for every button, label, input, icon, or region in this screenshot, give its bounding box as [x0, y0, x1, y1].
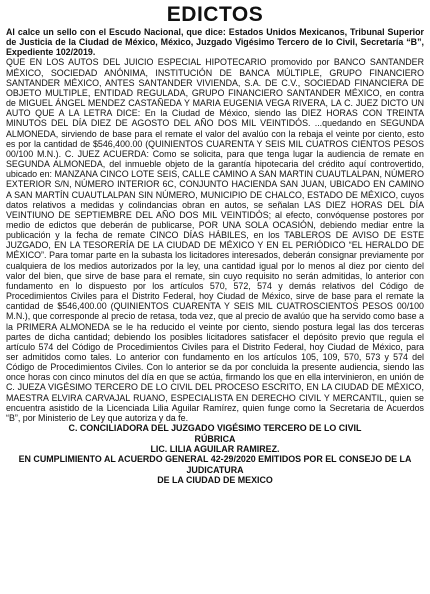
- signature-rubrica: RÚBRICA: [194, 433, 236, 444]
- signature-agreement: EN CUMPLIMIENTO AL ACUERDO GENERAL 42-29/2020 EMITIDOS POR EL CONSEJO DE LA JUDICATURA: [18, 454, 412, 475]
- edicto-page: [0, 3, 430, 594]
- edicto-body: QUE EN LOS AUTOS DEL JUICIO ESPECIAL HIPOTECARIO promovido por BANCO SANTANDER MÉXICO, SOCIEDAD ANÓNIMA, INSTITUCIÓN DE BANCA MÚLTIPLE, GRUPO FINANCIERO SANTANDER MÉXICO, ANTES SANTANDER VIVIENDA, S.A. DE C.V., SOCIEDAD FINANCIERA DE OBJETO MULTIPLE, ENTIDAD REGULADA, GRUPO FINANCIERO SANTANDER MÉXICO, en contra de MIGUEL ÁNGEL MENDEZ CASTAÑEDA Y MARIA EUGENIA VEGA RIVERA, LA C. JUEZ DICTO UN AUTO QUE A LA LETRA DICE: En la Ciudad de México, siendo las DIEZ HORAS CON TREINTA MINUTOS DEL DÍA DIEZ DE AGOSTO DEL AÑO DOS MIL VEINTIDÓS. ...quedando en SEGUNDA ALMONEDA, sirviendo de base para el remate el valor del avalúo con la rebaja el veinte por ciento, esto es por la cantidad de $546,400.00 (QUINIENTOS CUARENTA Y SEIS MIL CUATROS CIENTOS PESOS 00/100 M.N.). C. JUEZ ACUERDA: Como se solicita, para que tenga lugar la audiencia de remate en SEGUNDA ALMONEDA, del inmueble objeto de la garantía hipotecaria del crédito aquí controvertido, ubicado en: MANZANA CINCO LOTE SEIS, CALLE CAMINO A SAN MARTIN CUAUTLALPAN, NÚMERO EXTERIOR S/N, NÚMERO INTERIOR 6C, CONJUNTO HACIENDA SAN JUAN, UBICADO EN CAMINO A SAN MARTÍN CUAUTLALPAN SIN NÚMERO, MUNICIPIO DE CHALCO, ESTADO DE MÉXICO, cuyos datos relativos a medidas y colindancias obran en autos, se señalan LAS DIEZ HORAS DEL DÍA VEINTIUNO DE SEPTIEMBRE DEL AÑO DOS MIL VEINTIDÓS; al efecto, convóquense postores por medio de edictos que deberán de publicarse, POR UNA SOLA OCASIÓN, debiendo mediar entre la publicación y la fecha de remate CINCO DÍAS HÁBILES, en los TABLEROS DE AVISO DE ESTE JUZGADO, EN LA TESORERÍA DE LA CIUDAD DE MÉXICO Y EN EL PERIÓDICO “EL HERALDO DE MÉXICO”. Para tomar parte en la subasta los licitadores interesados, deberán consignar previamente por cualquiera de los medios autorizados por la ley, una cantidad igual por lo menos al diez por ciento del valor del bien, que sirve de base para el remate, sin cuyo requisito no serán admitidas, lo anterior con fundamento en lo dispuesto por los artículos 570, 572, 574 y demás relativos del Código de Procedimientos Civiles para el Distrito Federal, hoy Ciudad de México, sirve de base para el remate la cantidad de $546,400.00 (QUINIENTOS CUARENTA Y SEIS MIL CUATROSCIENTOS PESOS 00/100 M.N.), que corresponde al precio de retasa, toda vez, que al precio de avalúo que ha servido como base a la PRIMERA ALMONEDA se le ha reducido el veinte por ciento, siendo postura legal las dos terceras partes de dicha cantidad; debiendo los posibles licitadores satisfacer el depósito previo que regula el artículo 574 del Código de Procedimientos Civiles para el Distrito Federal, hoy Ciudad de México, para ser admitidos como tales. Lo anterior con fundamento en los artículos 105, 109, 570, 573 y 574 del Código de Procedimientos Civiles. Con lo anterior se da por concluida la presente audiencia, siendo las once horas con cinco minutos del día en que se actúa, firmando los que en ella intervinieron, en unión de C. JUEZA VIGÉSIMO TERCERO DE LO CIVIL DEL PROCESO ESCRITO, EN LA CIUDAD DE MÉXICO, MAESTRA ELVIRA CARVAJAL RUANO, ESPECIALISTA EN DERECHO CIVIL Y MERCANTIL, quien se encuentra asistido de la Licenciada Lilia Aguilar Ramírez, quien funge como la Secretaria de Acuerdos “B”, por Ministerio de Ley que autoriza y da fe.: [6, 57, 424, 423]
- seal-intro: Al calce un sello con el Escudo Nacional, que dice: Estados Unidos Mexicanos, Tribunal Superior de Justicia de la Ciudad de México, México, Juzgado Vigésimo Tercero de lo Civil, Secretaría “B”, Expediente 102/2019.: [6, 27, 424, 58]
- signature-block: [6, 423, 424, 485]
- signature-name: LIC. LILIA AGUILAR RAMIREZ.: [150, 443, 280, 454]
- signature-office: C. CONCILIADORA DEL JUZGADO VIGÉSIMO TERCERO DE LO CIVIL: [68, 423, 362, 434]
- page-title: EDICTOS: [166, 3, 264, 26]
- signature-city: DE LA CIUDAD DE MEXICO: [157, 475, 273, 486]
